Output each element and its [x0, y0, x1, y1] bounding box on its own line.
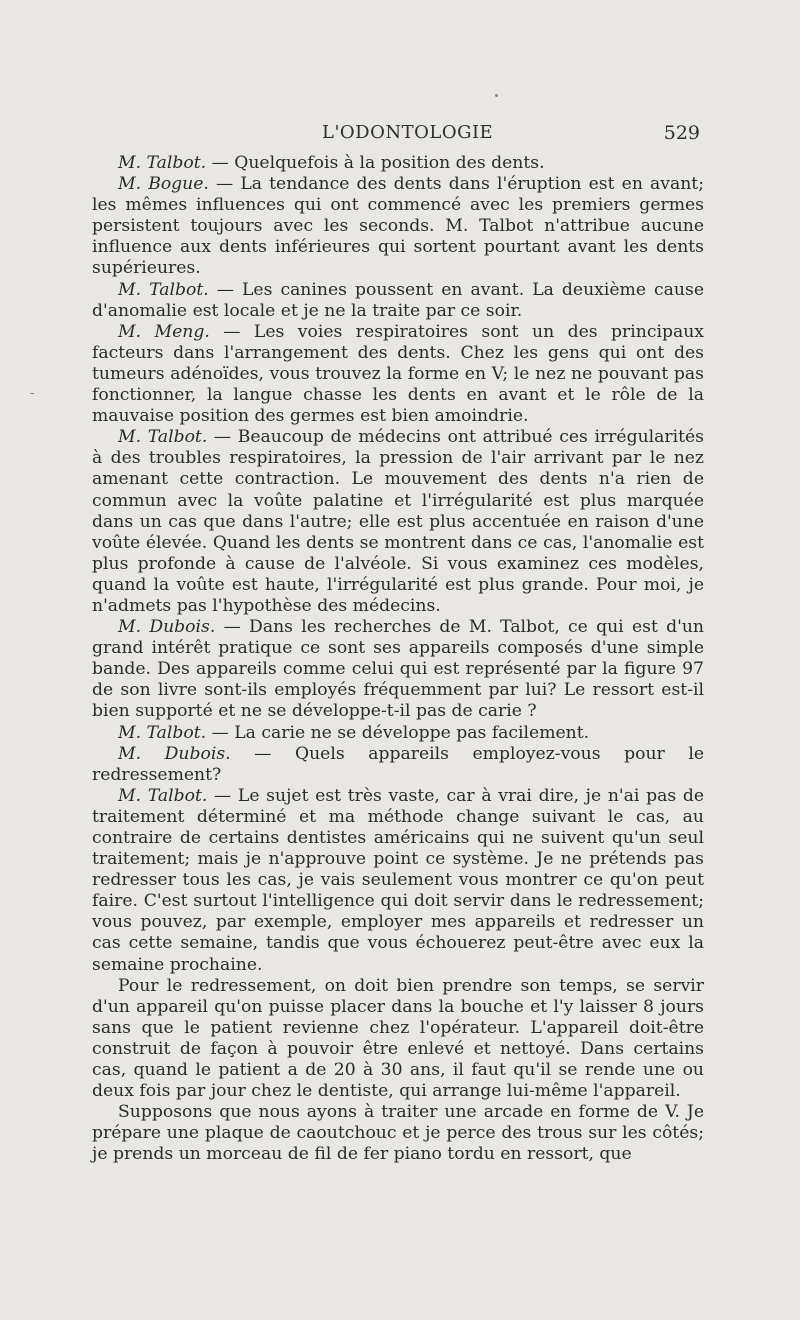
paragraph-text: Supposons que nous ayons à traiter une arcade en forme de V. Je prépare une plaque de caoutchouc et je perce des trous sur les côtés; je prends un morceau de fil de fer piano tordu en ressort, que	[92, 1102, 704, 1165]
paragraph	[92, 322, 704, 427]
paragraph-text: — Le sujet est très vaste, car à vrai dire, je n'ai pas de traitement déterminé et ma méthode change suivant le cas, au contraire de certains dentistes américains qui ne suivent qu'un seul traitement; mais je n'approuve point ce système. Je ne prétends pas redresser tous les cas, je vais seulement vous montrer ce qu'on peut faire. C'est surtout l'intelligence qui doit servir dans le redressement; vous pouvez, par exemple, employer mes appareils et redresser un cas cette semaine, tandis que vous échouerez peut-être avec eux la semaine prochaine.	[92, 785, 704, 975]
speaker-name: M. Talbot.	[118, 427, 208, 448]
speaker-name: M. Talbot.	[118, 785, 208, 806]
body-text	[92, 153, 704, 1166]
paragraph-text: — Dans les recherches de M. Talbot, ce qui est d'un grand intérêt pratique ce sont ses appareils composés d'une simple bande. Des appareils comme celui qui est représenté par la figure 97 de son livre sont-ils employés fréquemment par lui? Le ressort est-il bien supporté et ne se développe-t-il pas de carie ?	[92, 617, 704, 722]
paragraph	[92, 617, 704, 722]
margin-mark: -	[30, 386, 35, 400]
speaker-name: M. Meng.	[118, 321, 210, 342]
paragraph	[92, 174, 704, 279]
speaker-name: M. Dubois.	[118, 743, 231, 764]
paragraph	[92, 744, 704, 786]
paragraph-text: — Beaucoup de médecins ont attribué ces irrégularités à des troubles respiratoires, la pression de l'air arrivant par le nez amenant cette contraction. Le mouvement des dents n'a rien de commun avec la voûte palatine et l'irrégularité est plus marquée dans un cas que dans l'autre; elle est plus accentuée en raison d'une voûte élevée. Quand les dents se montrent dans ce cas, l'anomalie est plus profonde à cause de l'alvéole. Si vous examinez ces modèles, quand la voûte est haute, l'irrégularité est plus grande. Pour moi, je n'admets pas l'hypothèse des médecins.	[92, 427, 704, 616]
paragraph	[92, 153, 704, 174]
running-title: L'ODONTOLOGIE	[322, 122, 494, 143]
speaker-name: M. Bogue.	[118, 174, 209, 195]
speaker-name: M. Talbot.	[118, 153, 207, 173]
paragraph	[92, 427, 704, 617]
speaker-name: M. Dubois.	[118, 617, 216, 638]
paragraph-text: — Quels appareils employez-vous pour le redressement?	[92, 743, 704, 785]
paragraph-text: — Les voies respiratoires sont un des principaux facteurs dans l'arrangement des dents. Chez les gens qui ont des tumeurs adénoïdes, vous trouvez la forme en V; le nez ne pouvant pas fonctionner, la langue chasse les dents en avant et le rôle de la mauvaise position des germes est bien amoindrie.	[92, 321, 704, 427]
speaker-name: M. Talbot.	[118, 279, 209, 300]
speaker-name: M. Talbot.	[118, 722, 207, 743]
paragraph-text: — La tendance des dents dans l'éruption est en avant; les mêmes influences qui ont commencé avec les premiers germes persistent toujours avec les seconds. M. Talbot n'attribue aucune influence aux dents inférieures qui sortent pourtant avant les dents supérieures.	[92, 174, 705, 279]
print-speck	[495, 94, 498, 97]
paragraph	[92, 723, 704, 744]
paragraph	[92, 280, 704, 322]
paragraph-text: Pour le redressement, on doit bien prendre son temps, se servir d'un appareil qu'on puisse placer dans la bouche et l'y laisser 8 jours sans que le patient revienne chez l'opérateur. L'appareil doit-être construit de façon à pouvoir être enlevé et nettoyé. Dans certains cas, quand le patient a de 20 à 30 ans, il faut qu'il se rende une ou deux fois par jour chez le dentiste, qui arrange lui-même l'appareil.	[92, 975, 704, 1102]
paragraph-text: — Quelquefois à la position des dents.	[206, 153, 545, 173]
page-number: 529	[663, 122, 700, 144]
paragraph	[92, 1102, 704, 1165]
page-header	[92, 118, 704, 150]
paragraph	[92, 976, 704, 1103]
paragraph	[92, 786, 704, 976]
paragraph-text: — Les canines poussent en avant. La deuxième cause d'anomalie est locale et je ne la traite par ce soir.	[92, 279, 704, 321]
paragraph-text: — La carie ne se développe pas facilement.	[206, 722, 590, 743]
